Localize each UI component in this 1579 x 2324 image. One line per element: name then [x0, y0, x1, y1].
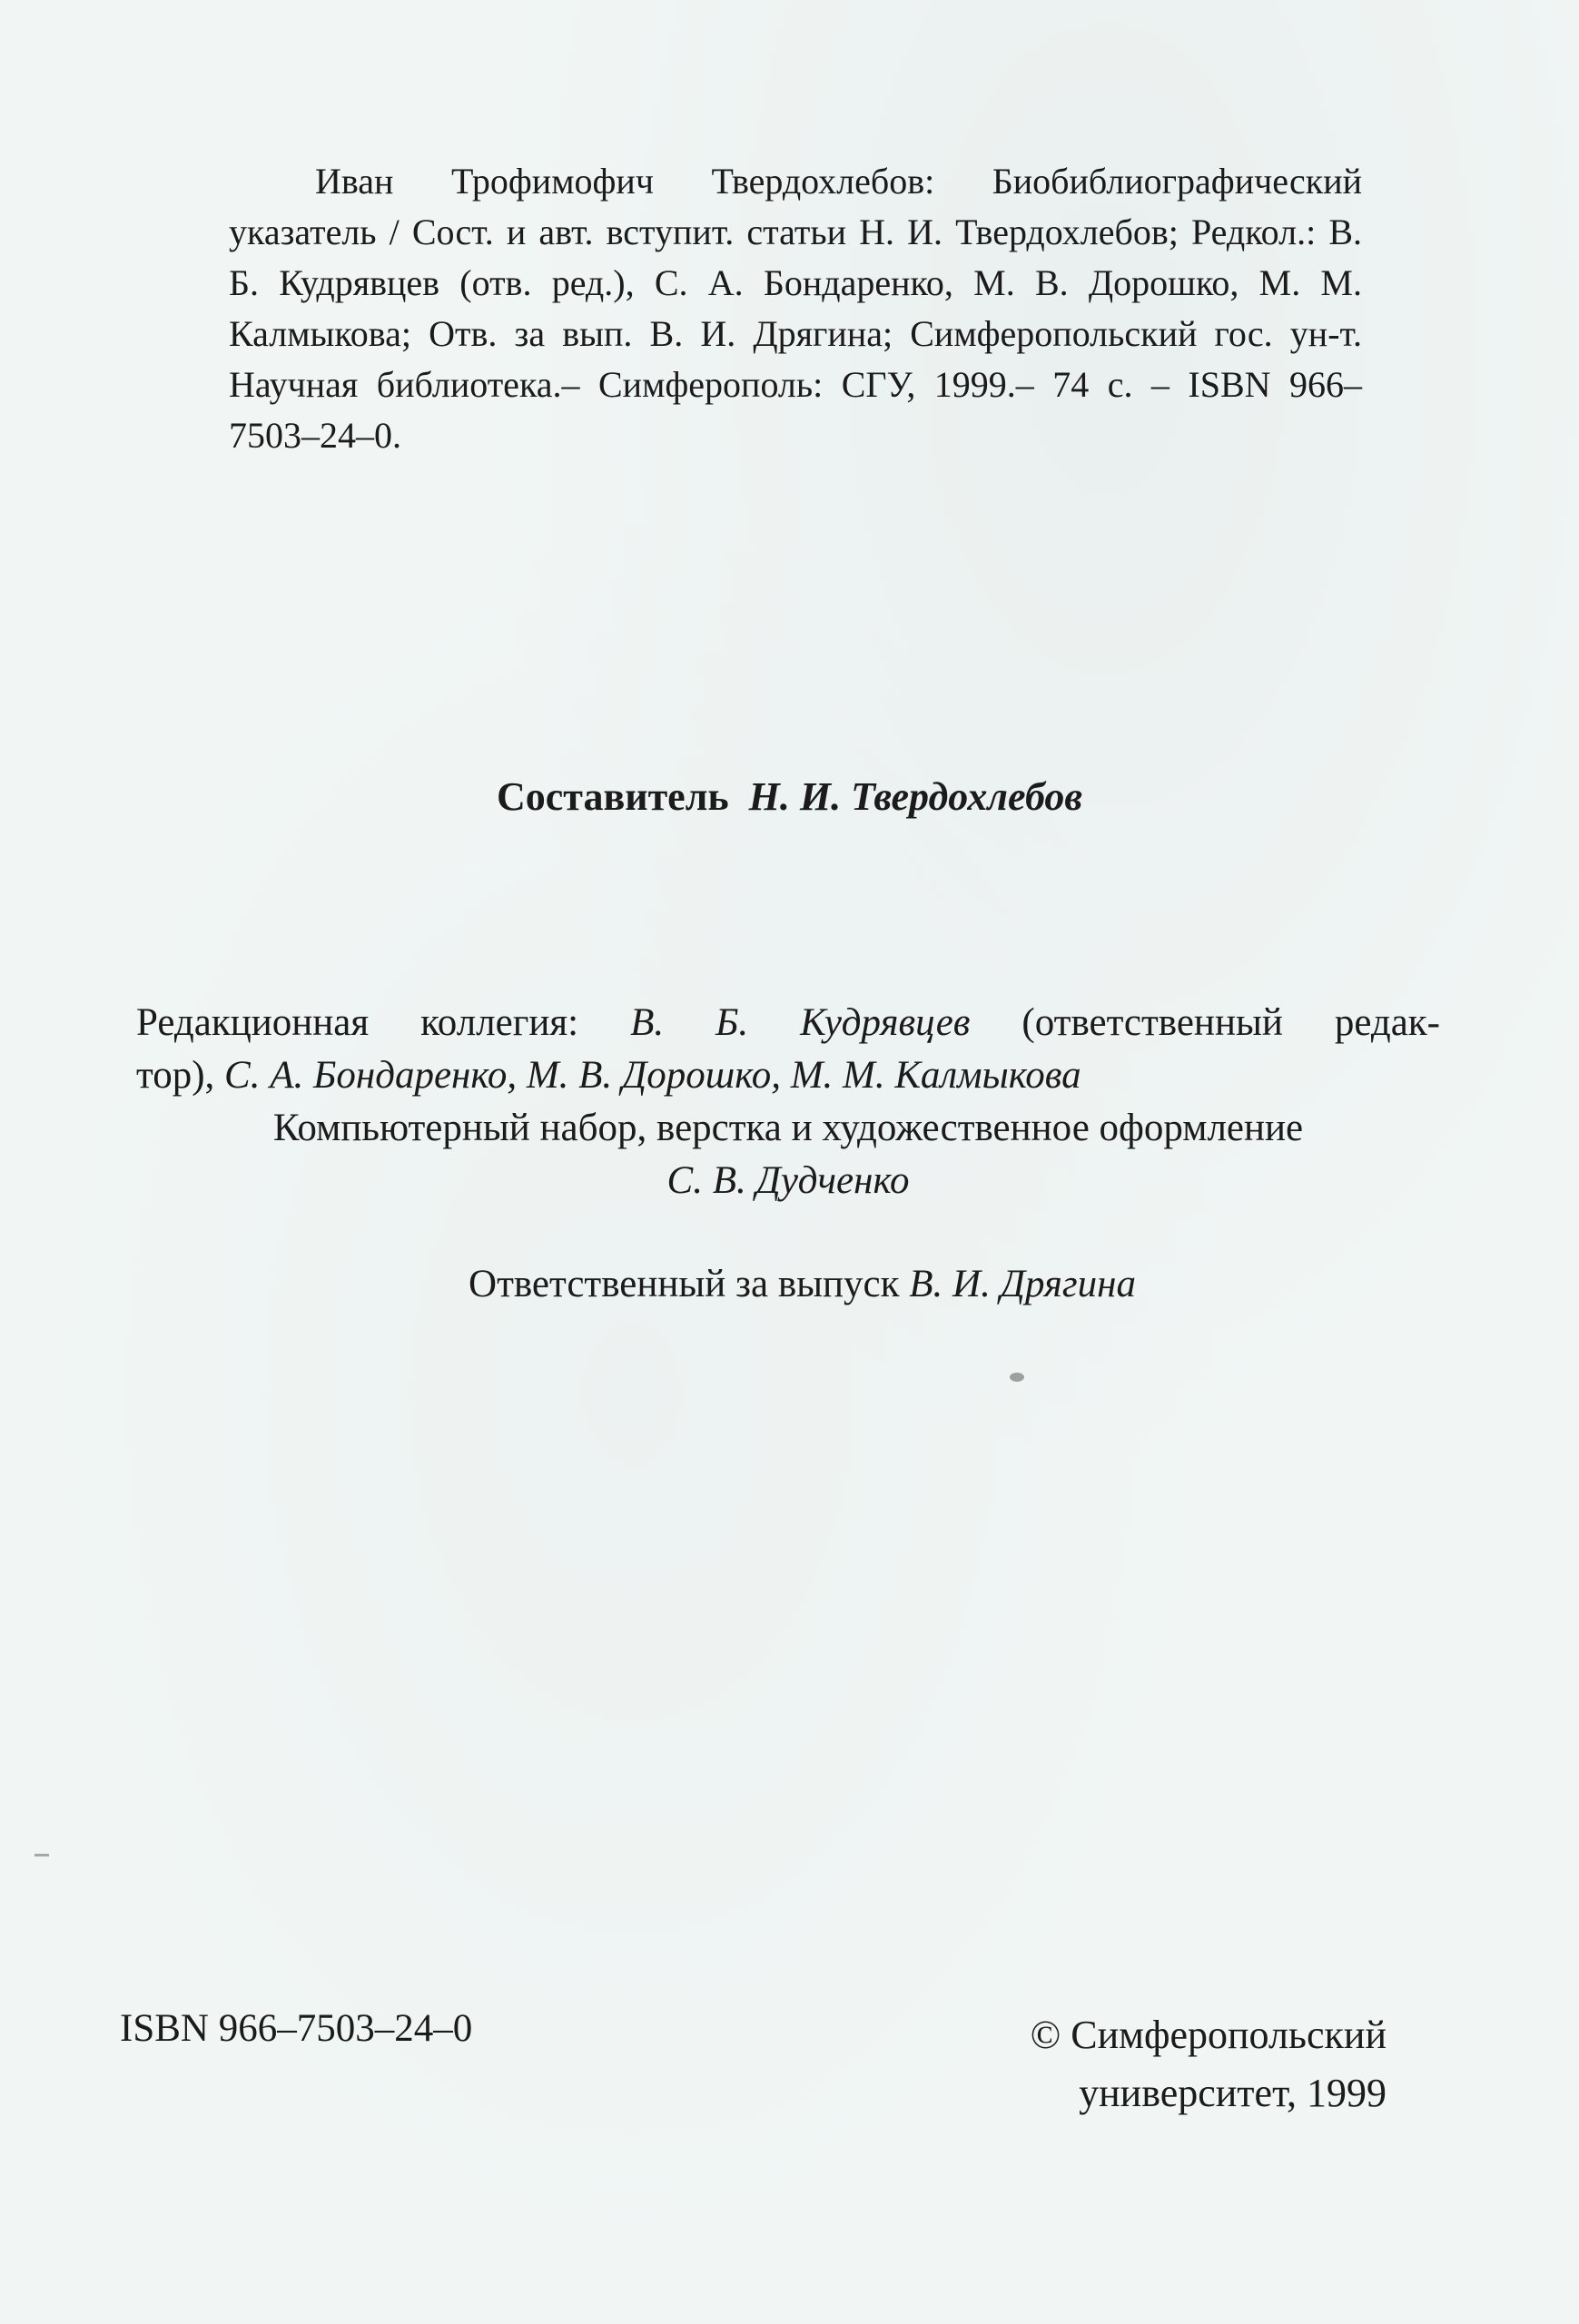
editorial-board-members: С. А. Бондаренко, М. В. Дорошко, М. М. Калмыкова — [224, 1054, 1081, 1097]
chief-editor-role-start: (ответственный редак- — [1021, 1001, 1441, 1044]
responsible-label: Ответственный за выпуск — [469, 1263, 900, 1305]
copyright-line-2: университет, 1999 — [1079, 2071, 1387, 2115]
copyright-block — [1031, 2006, 1387, 2122]
chief-editor-role-end: тор), — [136, 1054, 215, 1097]
edge-mark — [35, 1854, 49, 1856]
editorial-line-2 — [136, 1049, 1440, 1102]
layout-credit-label: Компьютерный набор, верстка и художественное оформление — [272, 1107, 1304, 1149]
responsible-for-release — [0, 1262, 1579, 1306]
editorial-line-1 — [136, 997, 1440, 1049]
compiler-line — [0, 773, 1579, 820]
editorial-board-block — [136, 997, 1440, 1207]
compiler-label: Составитель — [497, 774, 729, 819]
bibliographic-record: Иван Трофимофич Твердохлебов: Биобиблиографический указатель / Сост. и авт. вступит. статьи Н. И. Твердохлебов; Редкол.: В. Б. Кудрявцев (отв. ред.), С. А. Бондаренко, М. В. Дорошко, М. М. Калмыкова; Отв. за вып. В. И. Дрягина; Симферопольский гос. ун-т. Научная библиотека.– Симферополь: СГУ, 1999.– 74 с. – ISBN 966–7503–24–0. — [229, 161, 1362, 456]
chief-editor-name: В. Б. Кудрявцев — [630, 1001, 971, 1044]
copyright-line-1: © Симферопольский — [1030, 2013, 1387, 2057]
isbn: ISBN 966–7503–24–0 — [120, 2007, 473, 2050]
layout-credit-name: С. В. Дудченко — [666, 1159, 910, 1202]
editorial-board-label: Редакционная коллегия: — [136, 1001, 579, 1044]
responsible-name: В. И. Дрягина — [909, 1263, 1136, 1305]
compiler-name: Н. И. Твердохлебов — [748, 774, 1082, 819]
ink-speck — [1010, 1373, 1024, 1382]
